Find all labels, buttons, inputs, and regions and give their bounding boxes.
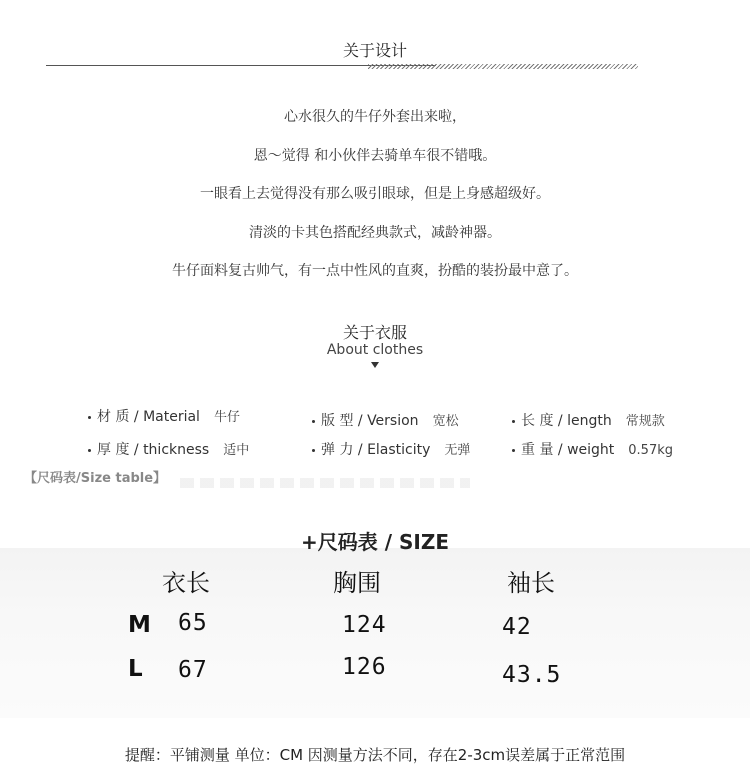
- cell-m-length: 65: [178, 610, 208, 636]
- design-line-5: 牛仔面料复古帅气，有一点中性风的直爽，扮酷的装扮最中意了。: [172, 263, 578, 279]
- attribute-elasticity: [312, 439, 470, 459]
- attribute-label: 版 型 / Version: [321, 413, 419, 429]
- attribute-material: [88, 406, 240, 426]
- row-size-l: L: [128, 656, 143, 682]
- bullet-icon: [312, 420, 315, 423]
- cell-l-chest: 126: [342, 654, 387, 680]
- bullet-icon: [512, 449, 515, 452]
- attribute-value: 常规款: [625, 414, 665, 429]
- bullet-icon: [88, 416, 91, 419]
- attribute-value: 适中: [223, 443, 250, 458]
- column-header-length: 衣长: [162, 569, 210, 597]
- clothes-title: 关于衣服: [342, 323, 407, 342]
- attribute-thickness: [88, 439, 249, 459]
- attribute-label: 长 度 / length: [521, 413, 612, 429]
- down-arrow-icon: [371, 362, 379, 368]
- attribute-label: 厚 度 / thickness: [97, 442, 210, 458]
- row-size-m: M: [128, 612, 151, 638]
- attribute-length: [512, 410, 665, 430]
- column-header-sleeve: 袖长: [507, 569, 555, 597]
- attribute-label: 材 质 / Material: [97, 409, 200, 425]
- design-line-2: 恩～觉得 和小伙伴去骑单车很不错哦。: [253, 148, 497, 164]
- design-title-underline: [46, 64, 638, 68]
- attribute-value: 牛仔: [213, 410, 240, 425]
- clothes-subtitle: About clothes: [326, 342, 424, 358]
- attribute-weight: [512, 439, 673, 459]
- attribute-value: 无弹: [444, 443, 471, 458]
- bullet-icon: [312, 449, 315, 452]
- measurement-note: 提醒：平铺测量 单位：CM 因测量方法不同，存在2-3cm误差属于正常范围: [124, 746, 626, 764]
- attribute-label: 弹 力 / Elasticity: [321, 442, 431, 458]
- cell-l-sleeve: 43.5: [502, 662, 562, 688]
- faint-divider: [180, 478, 470, 488]
- size-table-tag: 【尺码表/Size table】: [24, 471, 167, 486]
- design-line-3: 一眼看上去觉得没有那么吸引眼球，但是上身感超级好。: [200, 186, 550, 202]
- cell-m-chest: 124: [342, 612, 387, 638]
- attribute-version: [312, 410, 459, 430]
- cell-l-length: 67: [178, 657, 208, 683]
- bullet-icon: [88, 449, 91, 452]
- design-title: 关于设计: [342, 41, 407, 60]
- design-line-4: 清淡的卡其色搭配经典款式，减龄神器。: [249, 225, 501, 241]
- attribute-label: 重 量 / weight: [521, 442, 615, 458]
- cell-m-sleeve: 42: [502, 614, 532, 640]
- column-header-chest: 胸围: [333, 569, 381, 597]
- attribute-value: 0.57kg: [628, 443, 674, 458]
- bullet-icon: [512, 420, 515, 423]
- design-line-1: 心水很久的牛仔外套出来啦，: [284, 109, 466, 125]
- attribute-value: 宽松: [432, 414, 459, 429]
- size-table-heading: +尺码表 / SIZE: [301, 530, 449, 554]
